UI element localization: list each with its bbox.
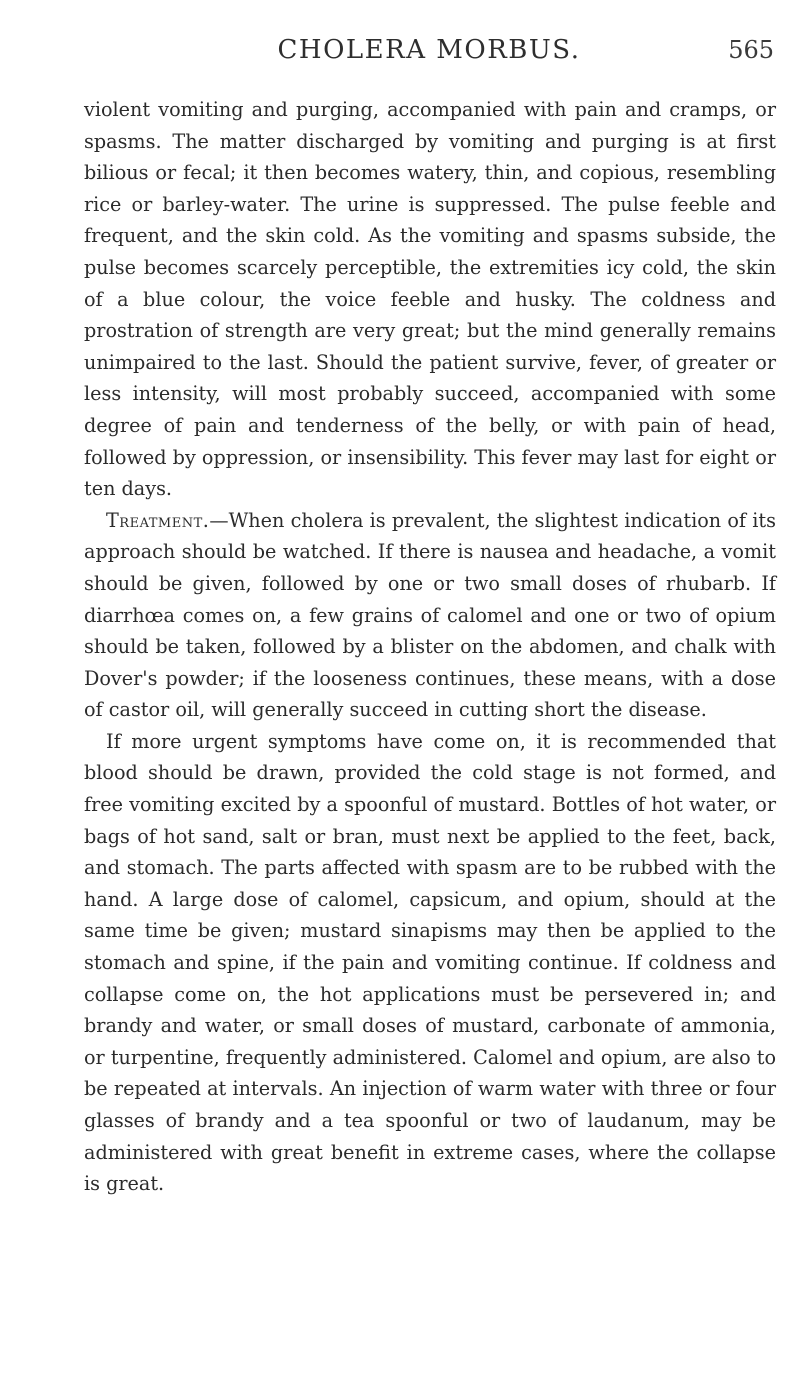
running-title: CHOLERA MORBUS.: [277, 35, 581, 65]
running-head: [84, 34, 774, 66]
body-text: [84, 94, 776, 1200]
treatment-text: —When cholera is prevalent, the slightest indication of its approach should be watched. If there is nausea and headache, a vomit should be given, followed by one or two small doses of rhubarb. If diarrhœa comes on, a few grains of calomel and one or two of opium should be taken, followed by a blister on the abdomen, and chalk with Dover's powder; if the looseness continues, these means, with a dose of castor oil, will generally succeed in cutting short the disease.: [84, 508, 776, 722]
paragraph-urgent-symptoms: If more urgent symptoms have come on, it is recommended that blood should be drawn, provided the cold stage is not formed, and free vomiting excited by a spoonful of mustard. Bottles of hot water, or bags of hot sand, salt or bran, must next be applied to the feet, back, and stomach. The parts affected with spasm are to be rubbed with the hand. A large dose of calomel, capsicum, and opium, should at the same time be given; mustard sinapisms may then be applied to the stomach and spine, if the pain and vomiting continue. If coldness and collapse come on, the hot applications must be persevered in; and brandy and water, or small doses of mustard, carbonate of ammonia, or turpentine, frequently administered. Calomel and opium, are also to be repeated at intervals. An injection of warm water with three or four glasses of brandy and a tea spoonful or two of laudanum, may be administered with great benefit in extreme cases, where the collapse is great.: [84, 729, 776, 1196]
paragraph-treatment: [84, 505, 776, 726]
paragraph-symptoms: violent vomiting and purging, accompanied with pain and cramps, or spasms. The matter discharged by vomiting and purging is at first bilious or fecal; it then becomes watery, thin, and copious, resembling rice or barley-water. The urine is suppressed. The pulse feeble and frequent, and the skin cold. As the vomiting and spasms subside, the pulse becomes scarcely perceptible, the extremities icy cold, the skin of a blue colour, the voice feeble and husky. The coldness and prostration of strength are very great; but the mind generally remains unimpaired to the last. Should the patient survive, fever, of greater or less intensity, will most probably succeed, accompanied with some degree of pain and tenderness of the belly, or with pain of head, followed by oppression, or insensibility. This fever may last for eight or ten days.: [84, 98, 776, 501]
page-number: 565: [728, 36, 774, 64]
treatment-heading: Treatment.: [106, 508, 210, 532]
